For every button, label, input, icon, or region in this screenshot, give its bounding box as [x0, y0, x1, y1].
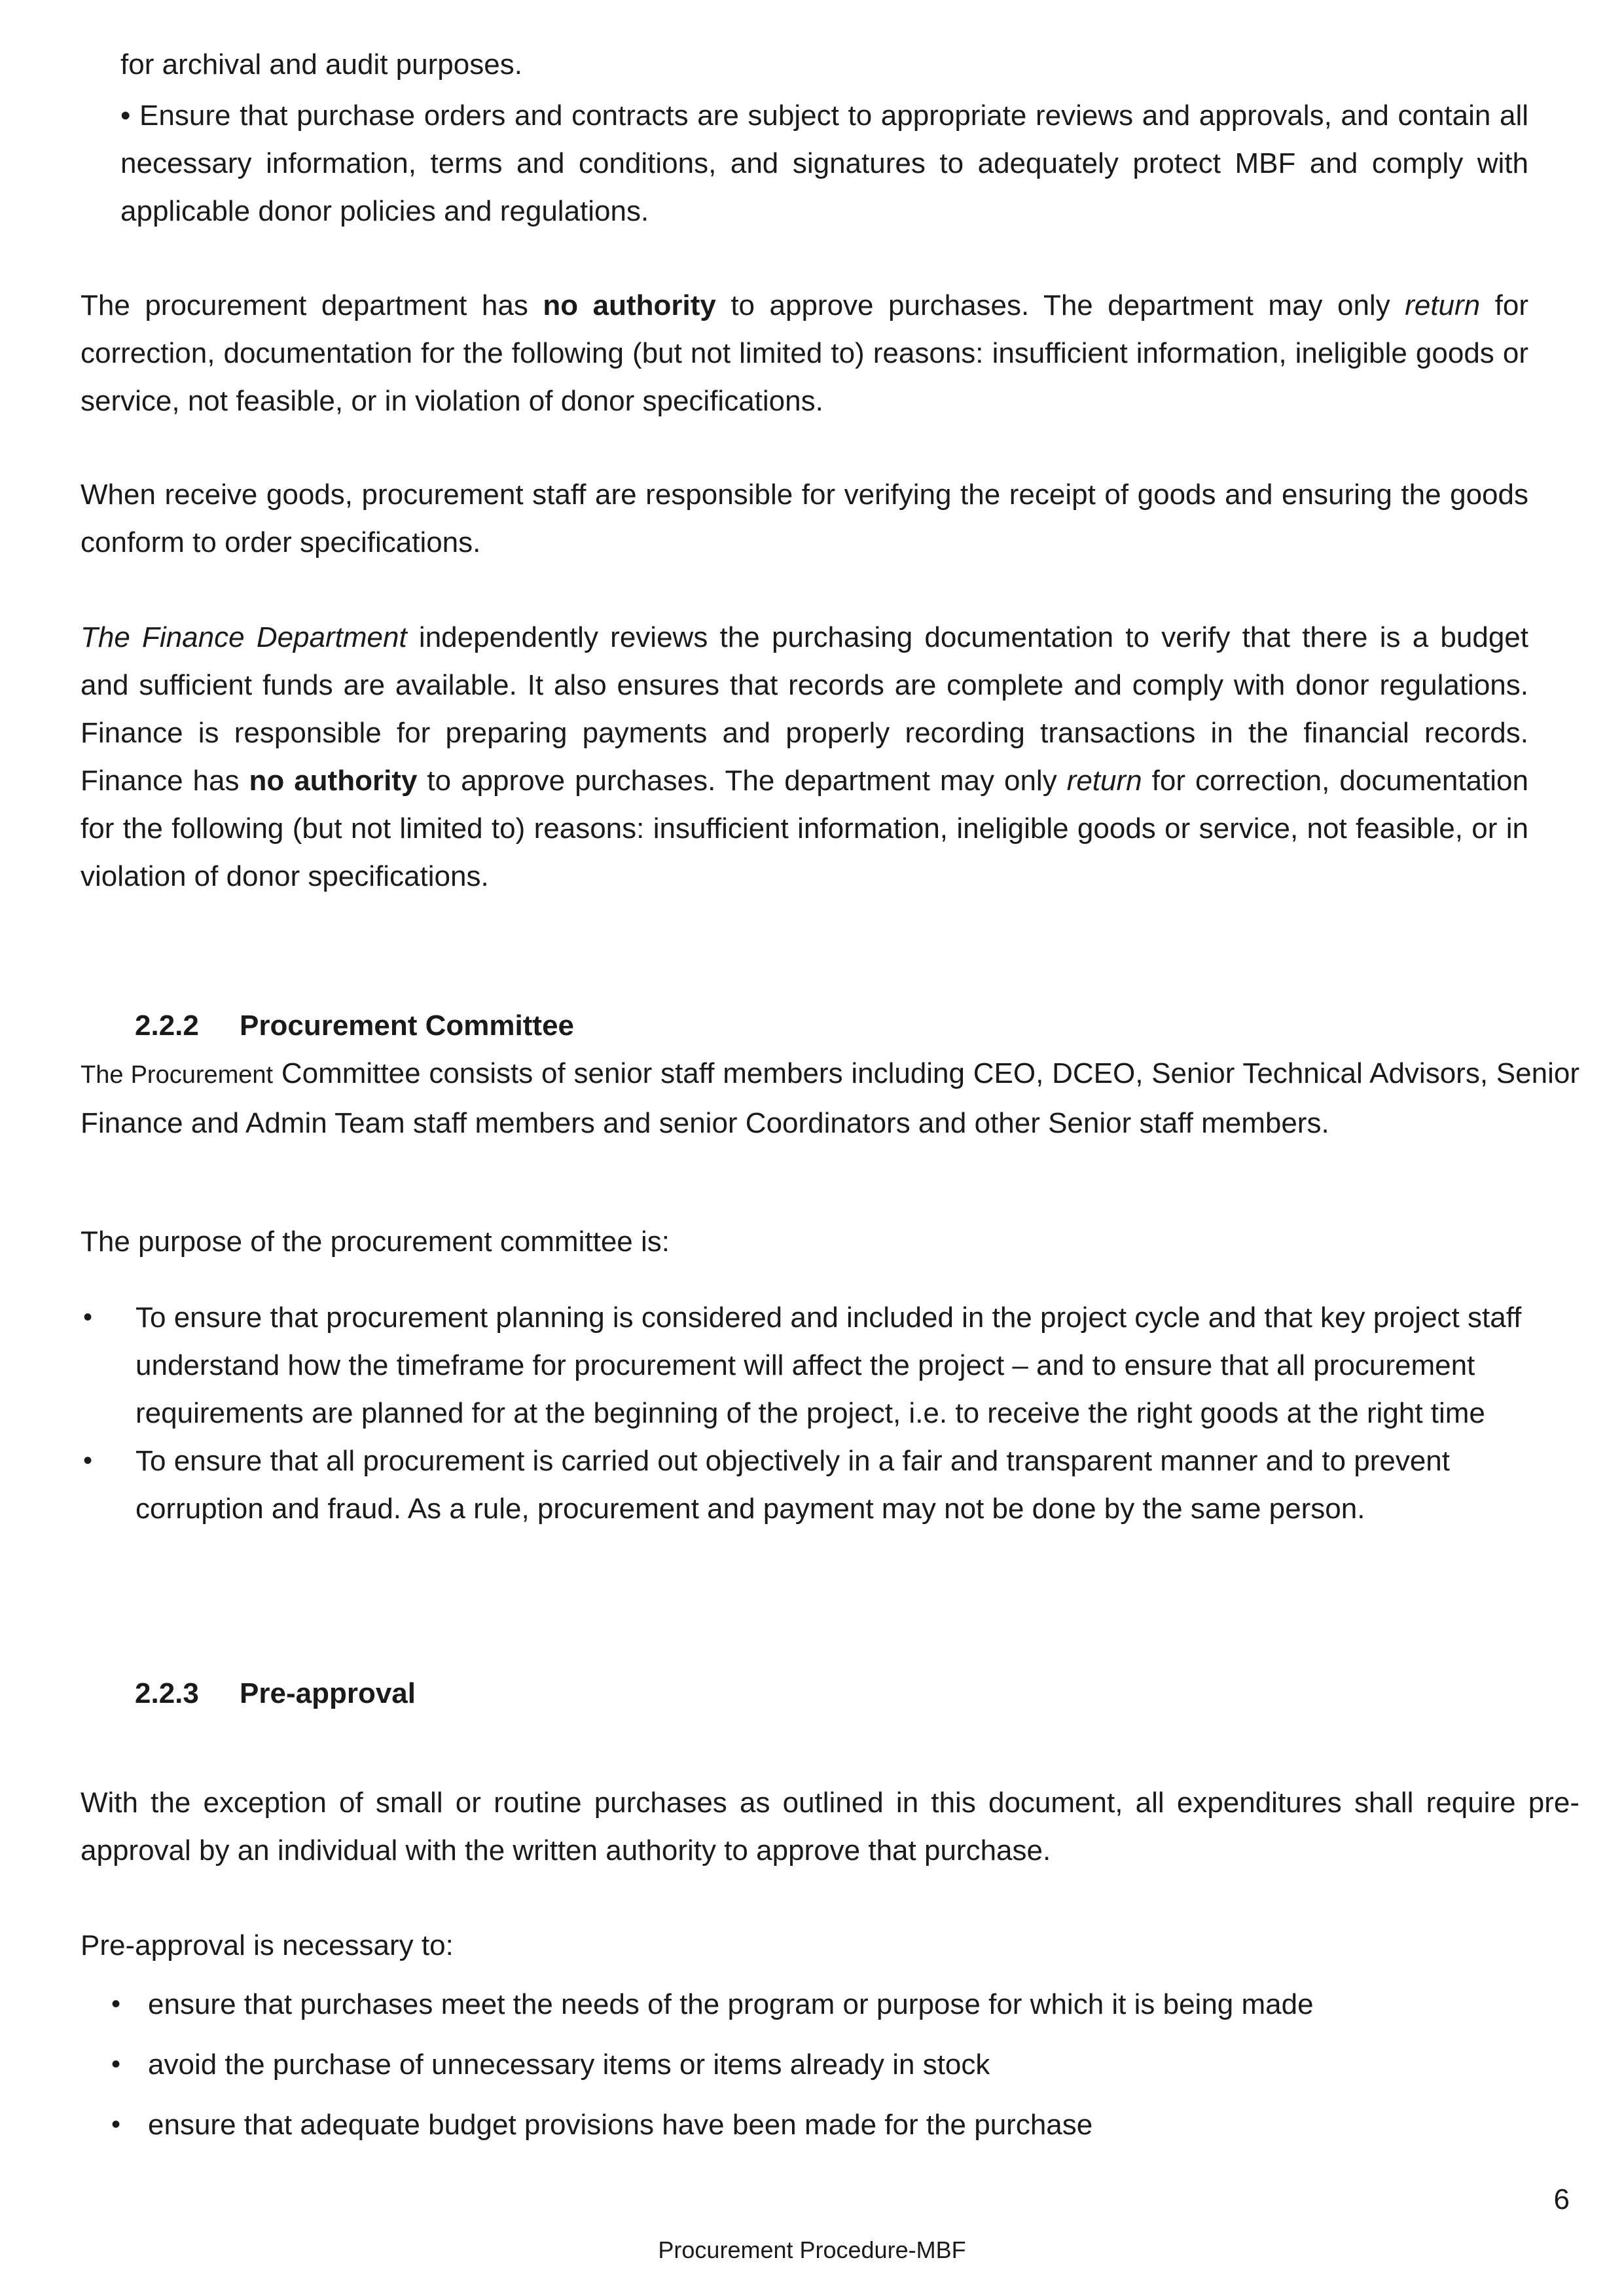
list-item [81, 1437, 1579, 1533]
text-run: Committee consists of senior staff members including CEO, DCEO, Senior Technical Advisors, Senior Finance and Admin Team staff members and senior Coordinators and other Senior staff members. [81, 1057, 1579, 1139]
heading-2-2-2 [135, 1002, 574, 1049]
committee-purpose-list [81, 1294, 1579, 1533]
bold-no-authority: no authority [249, 765, 418, 797]
text-run: to approve purchases. The department may only [417, 765, 1067, 797]
pre-approval-list [111, 1980, 1551, 2161]
italic-finance-department: The Finance Department [81, 621, 407, 653]
list-item-text: avoid the purchase of unnecessary items or items already in stock [148, 2049, 990, 2081]
text-run: independently reviews the purchasing documentation to verify that there is a budget and sufficient funds are available. It also ensures that records are complete and comply with donor regulations. Finance is responsible for preparing payments and properly recording transactions in the financial records. Finance has [81, 621, 1529, 797]
list-item [111, 2041, 1551, 2088]
section-number: 2.2.2 [135, 1010, 199, 1042]
paragraph-pre-approval-necessary: Pre-approval is necessary to: [81, 1929, 454, 1961]
list-item-text: To ensure that all procurement is carried out objectively in a fair and transparent manner and to prevent corruption and fraud. As a rule, procurement and payment may not be done by the same person. [135, 1445, 1450, 1525]
page-footer: Procurement Procedure-MBF [658, 2236, 966, 2263]
bullet-icon: • [111, 2050, 121, 2079]
paragraph-committee-members [81, 1049, 1579, 1147]
italic-return: return [1066, 765, 1142, 797]
list-item [111, 1980, 1551, 2028]
bullet-icon: • [111, 2110, 121, 2139]
italic-return: return [1405, 289, 1481, 321]
list-item [111, 2101, 1551, 2149]
list-item-text: ensure that adequate budget provisions have been made for the purchase [148, 2109, 1093, 2141]
section-number: 2.2.3 [135, 1677, 199, 1709]
text-run: to approve purchases. The department may only [715, 289, 1405, 321]
bold-no-authority: no authority [543, 289, 716, 321]
text-run: The procurement department has [81, 289, 543, 321]
bullet-text: Ensure that purchase orders and contracts are subject to appropriate reviews and approvals, and contain all necessary information, terms and conditions, and signatures to adequately protect MBF and comply with applicable donor policies and regulations. [120, 100, 1528, 227]
bullet-icon: • [83, 1303, 93, 1332]
section-title: Pre-approval [240, 1677, 416, 1709]
paragraph-receive-goods: When receive goods, procurement staff are responsible for verifying the receipt of goods and ensuring the goods conform to order specifications. [81, 479, 1528, 558]
paragraph-finance-department [81, 613, 1528, 900]
continuation-text: for archival and audit purposes. [120, 48, 522, 81]
paragraph-pre-approval: With the exception of small or routine purchases as outlined in this document, all expenditures shall require pre- approval by an individual with the written authority to approve that purchase. [81, 1787, 1579, 1867]
page-number: 6 [1553, 2183, 1570, 2215]
list-item-text: To ensure that procurement planning is considered and included in the project cycle and that key project staff understand how the timeframe for procurement will affect the project – and to ensure that all procurement requirements are planned for at the beginning of the project, i.e. to receive the right goods at the right time [135, 1302, 1522, 1429]
bullet-paragraph-ensure-orders [120, 92, 1528, 235]
list-item-text: ensure that purchases meet the needs of the program or purpose for which it is being made [148, 1988, 1314, 2020]
text-run: for correction, documentation for the following (but not limited to) reasons: insufficient information, ineligible goods or service, not feasible, or in violation of donor specifications. [81, 765, 1529, 892]
paragraph-procurement-authority [81, 282, 1528, 425]
bullet-icon: • [120, 100, 131, 132]
text-run: for correction, documentation for the following (but not limited to) reasons: insufficient information, ineligible goods or service, not feasible, or in violation of donor specifications. [81, 289, 1529, 417]
paragraph-committee-purpose: The purpose of the procurement committee is: [81, 1226, 670, 1258]
list-item [81, 1294, 1579, 1437]
text-run-small: The Procurement [81, 1061, 274, 1089]
heading-2-2-3 [135, 1669, 416, 1717]
bullet-icon: • [111, 1990, 121, 2018]
bullet-icon: • [83, 1446, 93, 1475]
section-title: Procurement Committee [240, 1010, 575, 1042]
